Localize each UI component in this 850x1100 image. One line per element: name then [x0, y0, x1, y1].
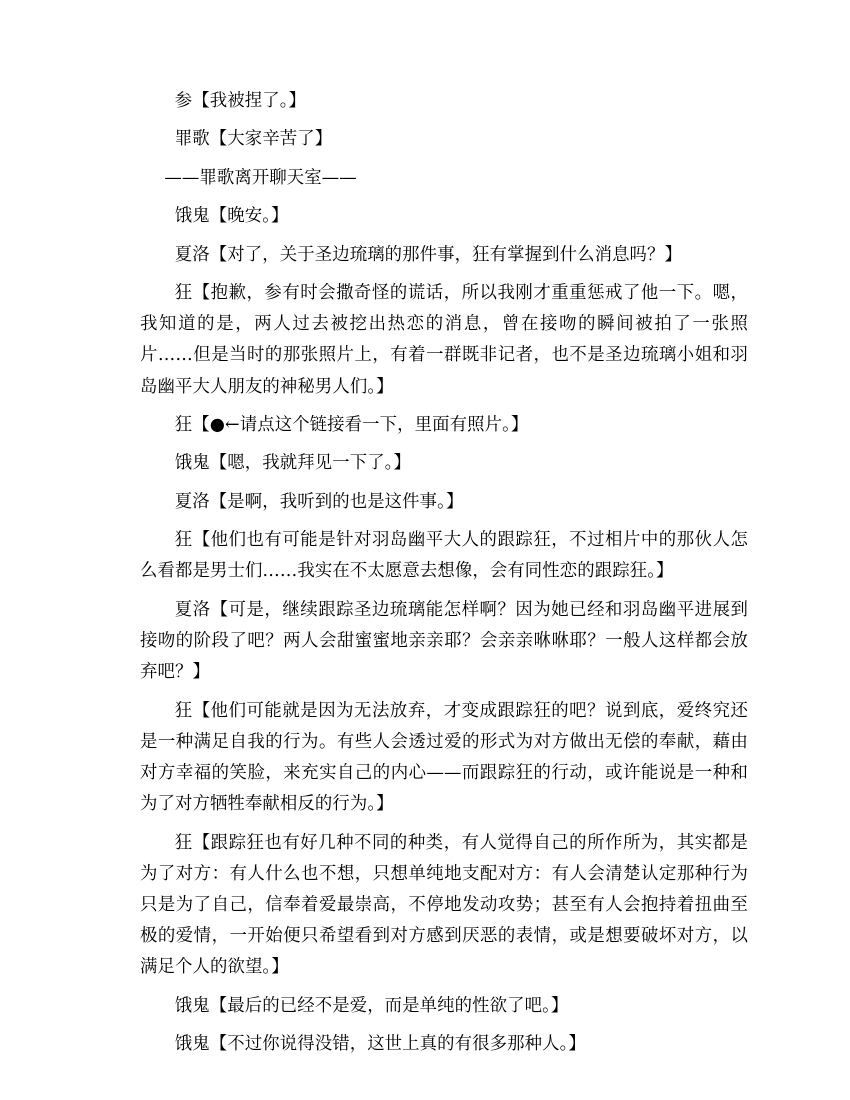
dialogue-line: 饿鬼【不过你说得没错，这世上真的有很多那种人。】 [174, 1034, 586, 1055]
dialogue-line: 狂【跟踪狂也有好几种不同的种类，有人觉得自己的所作所为，其实都是为了对方：有人什么也不想，只想单纯地支配对方：有人会清楚认定那种行为只是为了自己，信奉着爱最崇高，不停地发动攻势；甚至有人会抱持着扭曲至极的爱情，一开始便只希望看到对方感到厌恶的表情，或是想要破坏对方，以满足个人的欲望。】 [140, 832, 748, 978]
dialogue-line: 饿鬼【嗯，我就拜见一下了。】 [174, 453, 411, 474]
dialogue-line: 狂【●←请点这个链接看一下，里面有照片。】 [174, 414, 529, 435]
system-notice-line: ——罪歌离开聊天室—— [164, 167, 357, 188]
dialogue-line: 夏洛【是啊，我听到的也是这件事。】 [174, 491, 464, 512]
body-text-column [140, 86, 748, 1060]
dialogue-line: 夏洛【可是，继续跟踪圣边琉璃能怎样啊？因为她已经和羽岛幽平进展到接吻的阶段了吧？两人会甜蜜蜜地亲亲耶？会亲亲咻咻耶？一般人这样都会放弃吧？】 [140, 599, 748, 683]
dialogue-line: 罪歌【大家辛苦了】 [174, 129, 333, 150]
dialogue-line: 饿鬼【最后的已经不是爱，而是单纯的性欲了吧。】 [174, 995, 569, 1016]
dialogue-line: 饿鬼【晚安。】 [174, 206, 289, 227]
dialogue-line: 狂【他们可能就是因为无法放弃，才变成跟踪狂的吧？说到底，爱终究还是一种满足自我的行为。有些人会透过爱的形式为对方做出无偿的奉献，藉由对方幸福的笑脸，来充实自己的内心——而跟踪狂的行动，或许能说是一种和为了对方牺牲奉献相反的行为。】 [140, 700, 748, 815]
dialogue-line: 狂【他们也有可能是针对羽岛幽平大人的跟踪狂，不过相片中的那伙人怎么看都是男士们……我实在不太愿意去想像，会有同性恋的跟踪狂。】 [140, 530, 748, 582]
dialogue-line: 夏洛【对了，关于圣边琉璃的那件事，狂有掌握到什么消息吗？】 [174, 244, 683, 265]
dialogue-line: 参【我被捏了。】 [174, 91, 307, 111]
dialogue-line: 狂【抱歉，参有时会撒奇怪的谎话，所以我刚才重重惩戒了他一下。嗯，我知道的是，两人过去被挖出热恋的消息，曾在接吻的瞬间被拍了一张照片……但是当时的那张照片上，有着一群既非记者，也不是圣边琉璃小姐和羽岛幽平大人朋友的神秘男人们。】 [140, 282, 748, 397]
